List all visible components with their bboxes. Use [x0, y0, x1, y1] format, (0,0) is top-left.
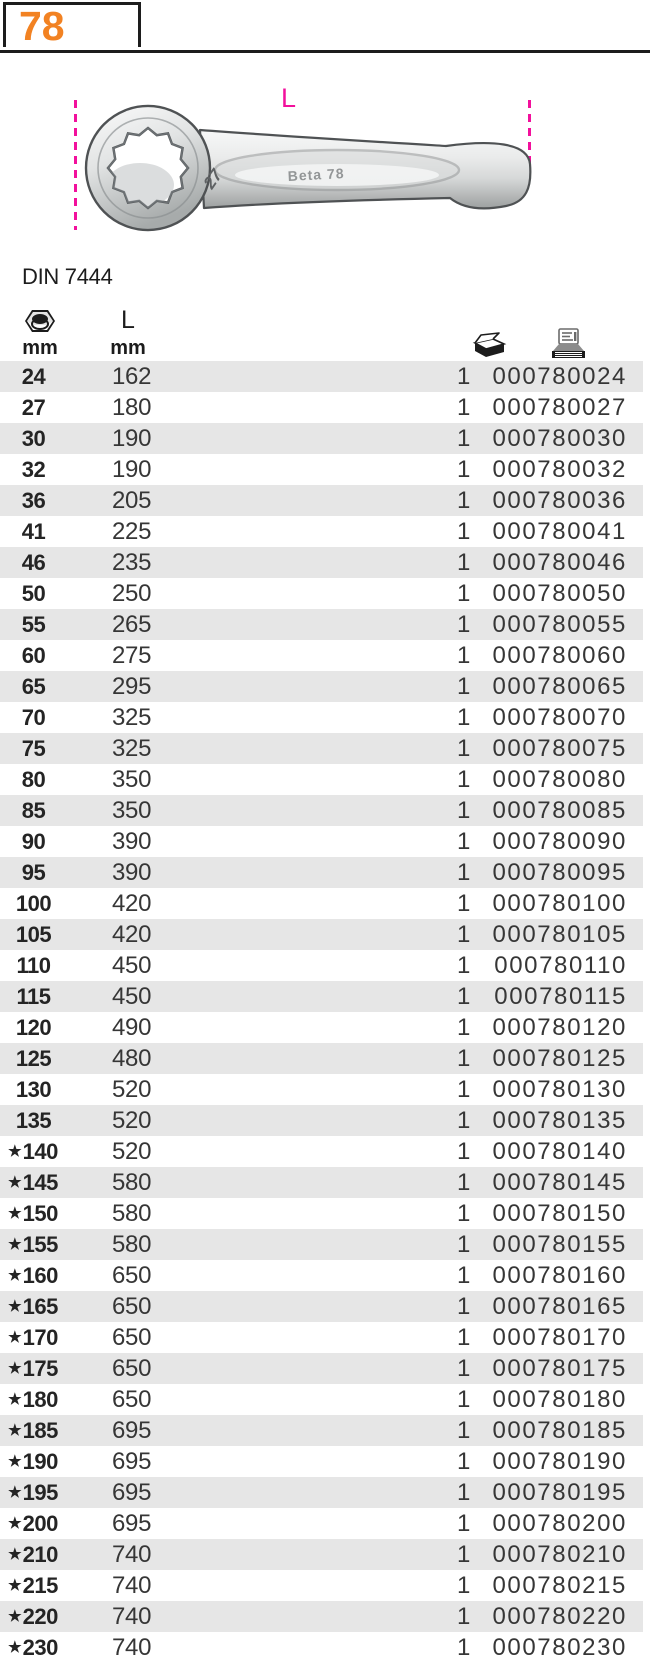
length-value: 225: [112, 518, 152, 545]
pack-qty-value: 1: [456, 1262, 470, 1289]
size-value: 85: [21, 798, 46, 823]
size-cell: [0, 516, 66, 547]
size-value: 105: [15, 922, 52, 947]
size-value: 145: [22, 1170, 58, 1195]
pack-qty-value: 1: [456, 611, 470, 638]
size-cell: [0, 764, 66, 795]
star-icon: ★: [8, 1267, 22, 1284]
size-cell: [0, 857, 66, 888]
size-unit-label: mm: [22, 337, 58, 359]
star-icon: ★: [8, 1391, 22, 1408]
length-value: 265: [112, 611, 152, 638]
part-number: 000780140: [492, 1138, 627, 1165]
part-number: 000780170: [492, 1324, 627, 1351]
part-number: 000780065: [492, 673, 627, 700]
table-row: [0, 888, 643, 919]
length-value: 350: [112, 797, 152, 824]
length-value: 580: [112, 1231, 152, 1258]
length-unit-label: mm: [110, 337, 146, 359]
pack-qty-value: 1: [456, 1169, 470, 1196]
size-value: 135: [15, 1108, 52, 1133]
size-cell: [0, 1198, 66, 1229]
table-row: [0, 1632, 643, 1663]
size-cell: [0, 1012, 66, 1043]
size-cell: [0, 609, 66, 640]
size-value: 190: [22, 1449, 58, 1474]
size-cell: [0, 919, 66, 950]
table-row: [0, 640, 643, 671]
size-value: 150: [22, 1201, 58, 1226]
length-value: 650: [112, 1386, 152, 1413]
size-value: 160: [22, 1263, 58, 1288]
length-value: 520: [112, 1107, 152, 1134]
table-row: [0, 1353, 643, 1384]
length-value: 695: [112, 1417, 152, 1444]
part-number: 000780032: [492, 456, 627, 483]
page-header: [0, 0, 650, 53]
part-number: 000780050: [492, 580, 627, 607]
table-row: [0, 1539, 643, 1570]
table-row: [0, 1043, 643, 1074]
part-number: 000780165: [492, 1293, 627, 1320]
size-cell: [0, 1446, 66, 1477]
size-value: 125: [15, 1046, 52, 1071]
pack-qty-value: 1: [456, 1386, 470, 1413]
pack-qty-value: 1: [456, 766, 470, 793]
star-icon: ★: [8, 1298, 22, 1315]
length-value: 275: [112, 642, 152, 669]
table-row: [0, 1570, 643, 1601]
table-row: [0, 981, 643, 1012]
size-value: 195: [22, 1480, 58, 1505]
star-icon: ★: [8, 1174, 22, 1191]
part-number: 000780085: [492, 797, 627, 824]
pack-qty-value: 1: [456, 518, 470, 545]
part-number: 000780220: [492, 1603, 627, 1630]
slogging-wrench-image: [60, 88, 540, 263]
wrench-brand-stamp: Beta 78: [287, 165, 345, 184]
part-number: 000780190: [492, 1448, 627, 1475]
pack-qty-value: 1: [456, 828, 470, 855]
size-cell: [0, 1074, 66, 1105]
part-number: 000780230: [492, 1634, 627, 1661]
size-cell: [0, 795, 66, 826]
size-cell: [0, 1570, 66, 1601]
table-row: [0, 764, 643, 795]
length-value: 740: [112, 1572, 152, 1599]
size-value: 46: [21, 550, 46, 575]
length-value: 450: [112, 952, 152, 979]
size-cell: [0, 981, 66, 1012]
length-value: 520: [112, 1076, 152, 1103]
dimension-label: L: [281, 83, 297, 113]
pack-qty-value: 1: [456, 1200, 470, 1227]
part-number: 000780095: [492, 859, 627, 886]
part-number: 000780110: [494, 952, 627, 979]
table-row: [0, 795, 643, 826]
pack-qty-value: 1: [456, 1603, 470, 1630]
table-row: [0, 671, 643, 702]
pack-qty-value: 1: [456, 1045, 470, 1072]
part-number: 000780215: [492, 1572, 627, 1599]
length-value: 740: [112, 1634, 152, 1661]
table-row: [0, 516, 643, 547]
table-row: [0, 1167, 643, 1198]
pack-qty-value: 1: [456, 549, 470, 576]
length-value: 190: [112, 456, 152, 483]
size-value: 215: [22, 1573, 58, 1598]
pack-qty-value: 1: [456, 797, 470, 824]
size-cell: [0, 1539, 66, 1570]
part-number: 000780090: [492, 828, 627, 855]
size-cell: [0, 485, 66, 516]
pack-qty-value: 1: [456, 673, 470, 700]
size-value: 70: [21, 705, 46, 730]
size-value: 175: [22, 1356, 58, 1381]
size-value: 36: [21, 488, 46, 513]
length-value: 390: [112, 859, 152, 886]
size-cell: [0, 1105, 66, 1136]
length-value: 350: [112, 766, 152, 793]
size-value: 130: [15, 1077, 52, 1102]
table-row: [0, 1601, 643, 1632]
length-value: 650: [112, 1262, 152, 1289]
standard-label: DIN 7444: [22, 264, 113, 289]
length-value: 205: [112, 487, 152, 514]
size-cell: [0, 1353, 66, 1384]
part-number: 000780160: [492, 1262, 627, 1289]
table-header: [0, 288, 650, 361]
size-cell: [0, 1291, 66, 1322]
length-value: 695: [112, 1448, 152, 1475]
star-icon: ★: [8, 1205, 22, 1222]
part-number: 000780041: [492, 518, 627, 545]
part-number: 000780070: [492, 704, 627, 731]
table-row: [0, 702, 643, 733]
table-row: [0, 1074, 643, 1105]
table-row: [0, 361, 643, 392]
pack-qty-value: 1: [456, 1448, 470, 1475]
size-cell: [0, 1632, 66, 1663]
pack-qty-value: 1: [456, 704, 470, 731]
length-value: 295: [112, 673, 152, 700]
pack-qty-value: 1: [456, 735, 470, 762]
size-cell: [0, 578, 66, 609]
size-value: 27: [21, 395, 46, 420]
part-number: 000780100: [492, 890, 627, 917]
item-number: 78: [19, 3, 65, 49]
pack-qty-value: 1: [456, 456, 470, 483]
size-value: 65: [21, 674, 46, 699]
size-cell: [0, 950, 66, 981]
size-value: 220: [22, 1604, 58, 1629]
pack-qty-value: 1: [456, 1076, 470, 1103]
size-cell: [0, 547, 66, 578]
pack-qty-value: 1: [456, 859, 470, 886]
part-number: 000780024: [492, 363, 627, 390]
spec-table-body: [0, 361, 650, 1663]
table-row: [0, 950, 643, 981]
pack-qty-value: 1: [456, 425, 470, 452]
size-value: 100: [15, 891, 52, 916]
size-value: 140: [22, 1139, 58, 1164]
pack-qty-value: 1: [456, 1572, 470, 1599]
length-value: 650: [112, 1324, 152, 1351]
item-number-box: [3, 2, 141, 47]
table-row: [0, 1105, 643, 1136]
table-row: [0, 609, 643, 640]
size-cell: [0, 733, 66, 764]
size-cell: [0, 1229, 66, 1260]
pack-qty-value: 1: [456, 1324, 470, 1351]
star-icon: ★: [8, 1360, 22, 1377]
table-row: [0, 826, 643, 857]
wrench-illustration: [60, 88, 540, 263]
table-row: [0, 485, 643, 516]
size-cell: [0, 671, 66, 702]
length-value: 480: [112, 1045, 152, 1072]
table-row: [0, 1198, 643, 1229]
table-row: [0, 1415, 643, 1446]
length-value: 520: [112, 1138, 152, 1165]
star-icon: ★: [8, 1143, 22, 1160]
size-cell: [0, 1043, 66, 1074]
part-number: 000780200: [492, 1510, 627, 1537]
size-cell: [0, 361, 66, 392]
pack-qty-value: 1: [456, 1479, 470, 1506]
pack-qty-value: 1: [456, 890, 470, 917]
size-value: 95: [21, 860, 46, 885]
table-row: [0, 1012, 643, 1043]
part-number: 000780036: [492, 487, 627, 514]
pack-qty-value: 1: [456, 642, 470, 669]
length-header-label: L: [121, 306, 135, 334]
length-value: 580: [112, 1200, 152, 1227]
star-icon: ★: [8, 1546, 22, 1563]
pack-qty-value: 1: [456, 952, 470, 979]
size-value: 41: [21, 519, 46, 544]
size-value: 180: [22, 1387, 58, 1412]
table-row: [0, 578, 643, 609]
star-icon: ★: [8, 1484, 22, 1501]
part-number: 000780145: [492, 1169, 627, 1196]
pack-qty-value: 1: [456, 1231, 470, 1258]
star-icon: ★: [8, 1453, 22, 1470]
size-value: 230: [22, 1635, 58, 1660]
size-value: 170: [22, 1325, 58, 1350]
length-value: 740: [112, 1603, 152, 1630]
length-value: 390: [112, 828, 152, 855]
star-icon: ★: [8, 1236, 22, 1253]
table-row: [0, 547, 643, 578]
star-icon: ★: [8, 1515, 22, 1532]
part-number: 000780155: [492, 1231, 627, 1258]
size-cell: [0, 1508, 66, 1539]
length-value: 490: [112, 1014, 152, 1041]
length-value: 190: [112, 425, 152, 452]
size-cell: [0, 423, 66, 454]
part-number: 000780135: [492, 1107, 627, 1134]
pack-qty-value: 1: [456, 1014, 470, 1041]
size-value: 165: [22, 1294, 58, 1319]
length-value: 580: [112, 1169, 152, 1196]
part-number: 000780130: [492, 1076, 627, 1103]
part-number: 000780210: [492, 1541, 627, 1568]
length-value: 695: [112, 1479, 152, 1506]
table-row: [0, 1136, 643, 1167]
pack-qty-value: 1: [456, 487, 470, 514]
pack-qty-value: 1: [456, 1541, 470, 1568]
table-row: [0, 1260, 643, 1291]
pack-qty-value: 1: [456, 580, 470, 607]
length-value: 650: [112, 1355, 152, 1382]
size-value: 60: [21, 643, 46, 668]
part-number: 000780080: [492, 766, 627, 793]
size-value: 80: [21, 767, 46, 792]
table-row: [0, 454, 643, 485]
length-value: 180: [112, 394, 152, 421]
pack-qty-value: 1: [456, 921, 470, 948]
size-cell: [0, 640, 66, 671]
hex-nut-icon: [24, 308, 56, 336]
part-number: 000780055: [492, 611, 627, 638]
size-value: 55: [21, 612, 46, 637]
part-number: 000780150: [492, 1200, 627, 1227]
pack-qty-value: 1: [456, 1107, 470, 1134]
table-row: [0, 1508, 643, 1539]
size-value: 30: [21, 426, 46, 451]
size-value: 75: [21, 736, 46, 761]
star-icon: ★: [8, 1608, 22, 1625]
pack-qty-value: 1: [456, 1510, 470, 1537]
size-value: 120: [15, 1015, 52, 1040]
size-cell: [0, 888, 66, 919]
size-cell: [0, 1260, 66, 1291]
size-cell: [0, 1322, 66, 1353]
part-number: 000780075: [492, 735, 627, 762]
length-value: 695: [112, 1510, 152, 1537]
size-value: 115: [16, 984, 51, 1009]
star-icon: ★: [8, 1329, 22, 1346]
size-cell: [0, 702, 66, 733]
product-figure: [0, 53, 650, 283]
size-cell: [0, 1136, 66, 1167]
length-value: 325: [112, 704, 152, 731]
register-icon: [551, 328, 586, 359]
length-value: 162: [112, 363, 152, 390]
pack-qty-value: 1: [456, 1138, 470, 1165]
table-row: [0, 1446, 643, 1477]
star-icon: ★: [8, 1639, 22, 1656]
pack-qty-value: 1: [456, 1634, 470, 1661]
size-value: 110: [16, 953, 51, 978]
table-row: [0, 733, 643, 764]
table-row: [0, 1477, 643, 1508]
table-row: [0, 857, 643, 888]
size-cell: [0, 826, 66, 857]
part-number: 000780195: [492, 1479, 627, 1506]
part-number: 000780027: [492, 394, 627, 421]
table-row: [0, 1322, 643, 1353]
size-value: 210: [22, 1542, 58, 1567]
size-value: 50: [21, 581, 46, 606]
size-cell: [0, 1477, 66, 1508]
size-value: 185: [22, 1418, 58, 1443]
part-number: 000780125: [492, 1045, 627, 1072]
star-icon: ★: [8, 1577, 22, 1594]
pack-qty-value: 1: [456, 1417, 470, 1444]
pack-qty-value: 1: [456, 1355, 470, 1382]
size-cell: [0, 454, 66, 485]
table-row: [0, 1384, 643, 1415]
size-cell: [0, 1415, 66, 1446]
pack-qty-value: 1: [456, 983, 470, 1010]
size-value: 24: [21, 364, 46, 389]
star-icon: ★: [8, 1422, 22, 1439]
part-number: 000780030: [492, 425, 627, 452]
pack-qty-value: 1: [456, 394, 470, 421]
part-number: 000780105: [492, 921, 627, 948]
length-value: 450: [112, 983, 152, 1010]
size-cell: [0, 392, 66, 423]
length-value: 740: [112, 1541, 152, 1568]
wrench-size-stamp: 27: [199, 165, 227, 193]
part-number: 000780115: [494, 983, 627, 1010]
pack-qty-value: 1: [456, 363, 470, 390]
size-value: 32: [21, 457, 46, 482]
size-cell: [0, 1601, 66, 1632]
length-value: 325: [112, 735, 152, 762]
size-value: 155: [22, 1232, 58, 1257]
part-number: 000780185: [492, 1417, 627, 1444]
size-value: 90: [21, 829, 46, 854]
part-number: 000780120: [492, 1014, 627, 1041]
table-row: [0, 392, 643, 423]
part-number: 000780046: [492, 549, 627, 576]
part-number: 000780060: [492, 642, 627, 669]
length-value: 420: [112, 921, 152, 948]
table-row: [0, 1229, 643, 1260]
table-row: [0, 1291, 643, 1322]
table-row: [0, 919, 643, 950]
size-cell: [0, 1384, 66, 1415]
length-value: 420: [112, 890, 152, 917]
size-cell: [0, 1167, 66, 1198]
length-value: 235: [112, 549, 152, 576]
part-number: 000780175: [492, 1355, 627, 1382]
table-row: [0, 423, 643, 454]
package-box-icon: [471, 331, 508, 359]
length-value: 250: [112, 580, 152, 607]
length-value: 650: [112, 1293, 152, 1320]
pack-qty-value: 1: [456, 1293, 470, 1320]
size-value: 200: [22, 1511, 58, 1536]
part-number: 000780180: [492, 1386, 627, 1413]
